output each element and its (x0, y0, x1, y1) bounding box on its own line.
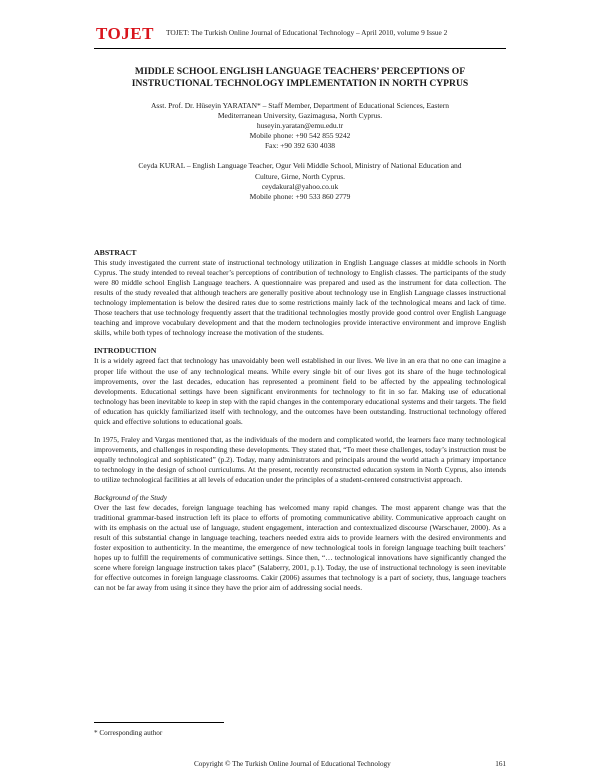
introduction-paragraph-1: It is a widely agreed fact that technology has unavoidably been well established in our lives. We live in an era that no one can imagine a proper life without the use of any technological means. While every single bit of our lives got its share of the huge technological improvements, over the last decades, education has represented a prominent field to be affected by the appealing technological developments. Educational settings have been significant environments for technology to fit in so far. Making use of educational technology has been inevitable to keep in step with the rapid changes in the contemporary educational systems and their targets. The field of education has quickly familiarized itself with technology, and the outcomes have been outstanding. Instructional technology offered quick and effective solutions to educational goals. (94, 356, 506, 426)
tojet-logo (94, 24, 156, 44)
footnote: * Corresponding author (94, 729, 163, 737)
title-line-1: MIDDLE SCHOOL ENGLISH LANGUAGE TEACHERS’ PERCEPTIONS OF (134, 66, 466, 77)
paper-body (94, 248, 506, 602)
author-1-phone: Mobile phone: +90 542 855 9242 (249, 131, 351, 141)
page-number: 161 (495, 760, 506, 768)
abstract-heading: ABSTRACT (94, 248, 137, 257)
paper-title (94, 66, 506, 90)
author-info (94, 101, 506, 202)
copyright-notice: Copyright © The Turkish Online Journal of Educational Technology (194, 760, 391, 768)
author-2-email: ceydakural@yahoo.co.uk (261, 181, 339, 191)
journal-citation: TOJET: The Turkish Online Journal of Educational Technology – April 2010, volume 9 Issue 2 (166, 28, 448, 37)
introduction-heading: INTRODUCTION (94, 346, 157, 356)
author-1-email: huseyin.yaratan@emu.edu.tr (256, 121, 344, 131)
introduction-paragraph-2: In 1975, Fraley and Vargas mentioned that, as the individuals of the modern and complicated world, the learners face many technological improvements, and challenges in responding these developments. They stated that, “To meet these challenges, today’s instruction must be equally technological and sophisticated” (p.2). Today, many administrators and principals around the world attach a primary importance to technology in the design of school curriculums. At the present, recently reconstructed education system in North Cyprus, also intends to utilize technological facilities at all levels of education under the principles of a student-centered constructivist approach. (94, 434, 506, 484)
header-rule (94, 48, 506, 49)
journal-header (94, 24, 514, 44)
author-2 (94, 161, 506, 201)
author-1-line-1: Asst. Prof. Dr. Hüseyin YARATAN* – Staff Member, Department of Educational Sciences, Eastern (151, 101, 449, 110)
logo-text: TOJET (96, 24, 154, 43)
footnote-rule (94, 722, 224, 723)
abstract-text: This study investigated the current state of instructional technology utilization in English Language classes at middle schools in North Cyprus. The study intended to reveal teacher’s perceptions of contribution of technology to English classes. The participants of the study were 80 middle school English Language teachers. A questionnaire was prepared and used as the instrument for data collection. The results of the study revealed that although teachers are generally positive about technology use in English Language classes instructional technology implementation is below the desired rates due to some restrictions mainly lack of the technological means and lack of time. Those teachers that use technology frequently assert that the traditional technologies mostly provide good control over English Language teaching and improve vocabulary development and that the modern technologies provide interactive environment and improve English skills, while both types of technology increase the motivation of the students. (94, 258, 506, 338)
background-paragraph-1: Over the last few decades, foreign language teaching has welcomed many rapid changes. The most apparent change was that the traditional grammar-based instruction left its place to efforts of promoting communicative ability. Communicative approach caught on with its emphasis on the actual use of language, student engagement, interaction and contextualized discourse (Warschauer, 2000). As a result of this substantial change in language teaching, teachers needed extra aids to provide learners with the desired environments and foster exposition to authenticity. In the meantime, the emergence of new technological tools in foreign language teaching built teachers’ hopes up to fulfill the requirements of communicative settings. Since then, “… technological innovations have significantly changed the scene where foreign language instruction takes place” (Salaberry, 2001, p.1). Today, the use of instructional technology is seen inevitable for effective outcomes in foreign language classrooms. Cakir (2006) assumes that technology is a part of society, thus, language teachers can not be far away from using it since they have the prior aim of addressing social needs. (94, 503, 506, 593)
author-2-line-1: Ceyda KURAL – English Language Teacher, Ogur Veli Middle School, Ministry of National Education and (138, 161, 462, 171)
author-1-fax: Fax: +90 392 630 4038 (264, 141, 336, 151)
author-1 (94, 101, 506, 151)
author-2-line-2: Culture, Girne, North Cyprus. (255, 171, 345, 181)
author-2-phone: Mobile phone: +90 533 860 2779 (249, 191, 351, 201)
background-heading: Background of the Study (94, 493, 168, 503)
title-line-2: INSTRUCTIONAL TECHNOLOGY IMPLEMENTATION IN NORTH CYPRUS (131, 78, 469, 89)
author-1-line-2: Mediterranean University, Gazimagusa, North Cyprus. (217, 111, 383, 121)
